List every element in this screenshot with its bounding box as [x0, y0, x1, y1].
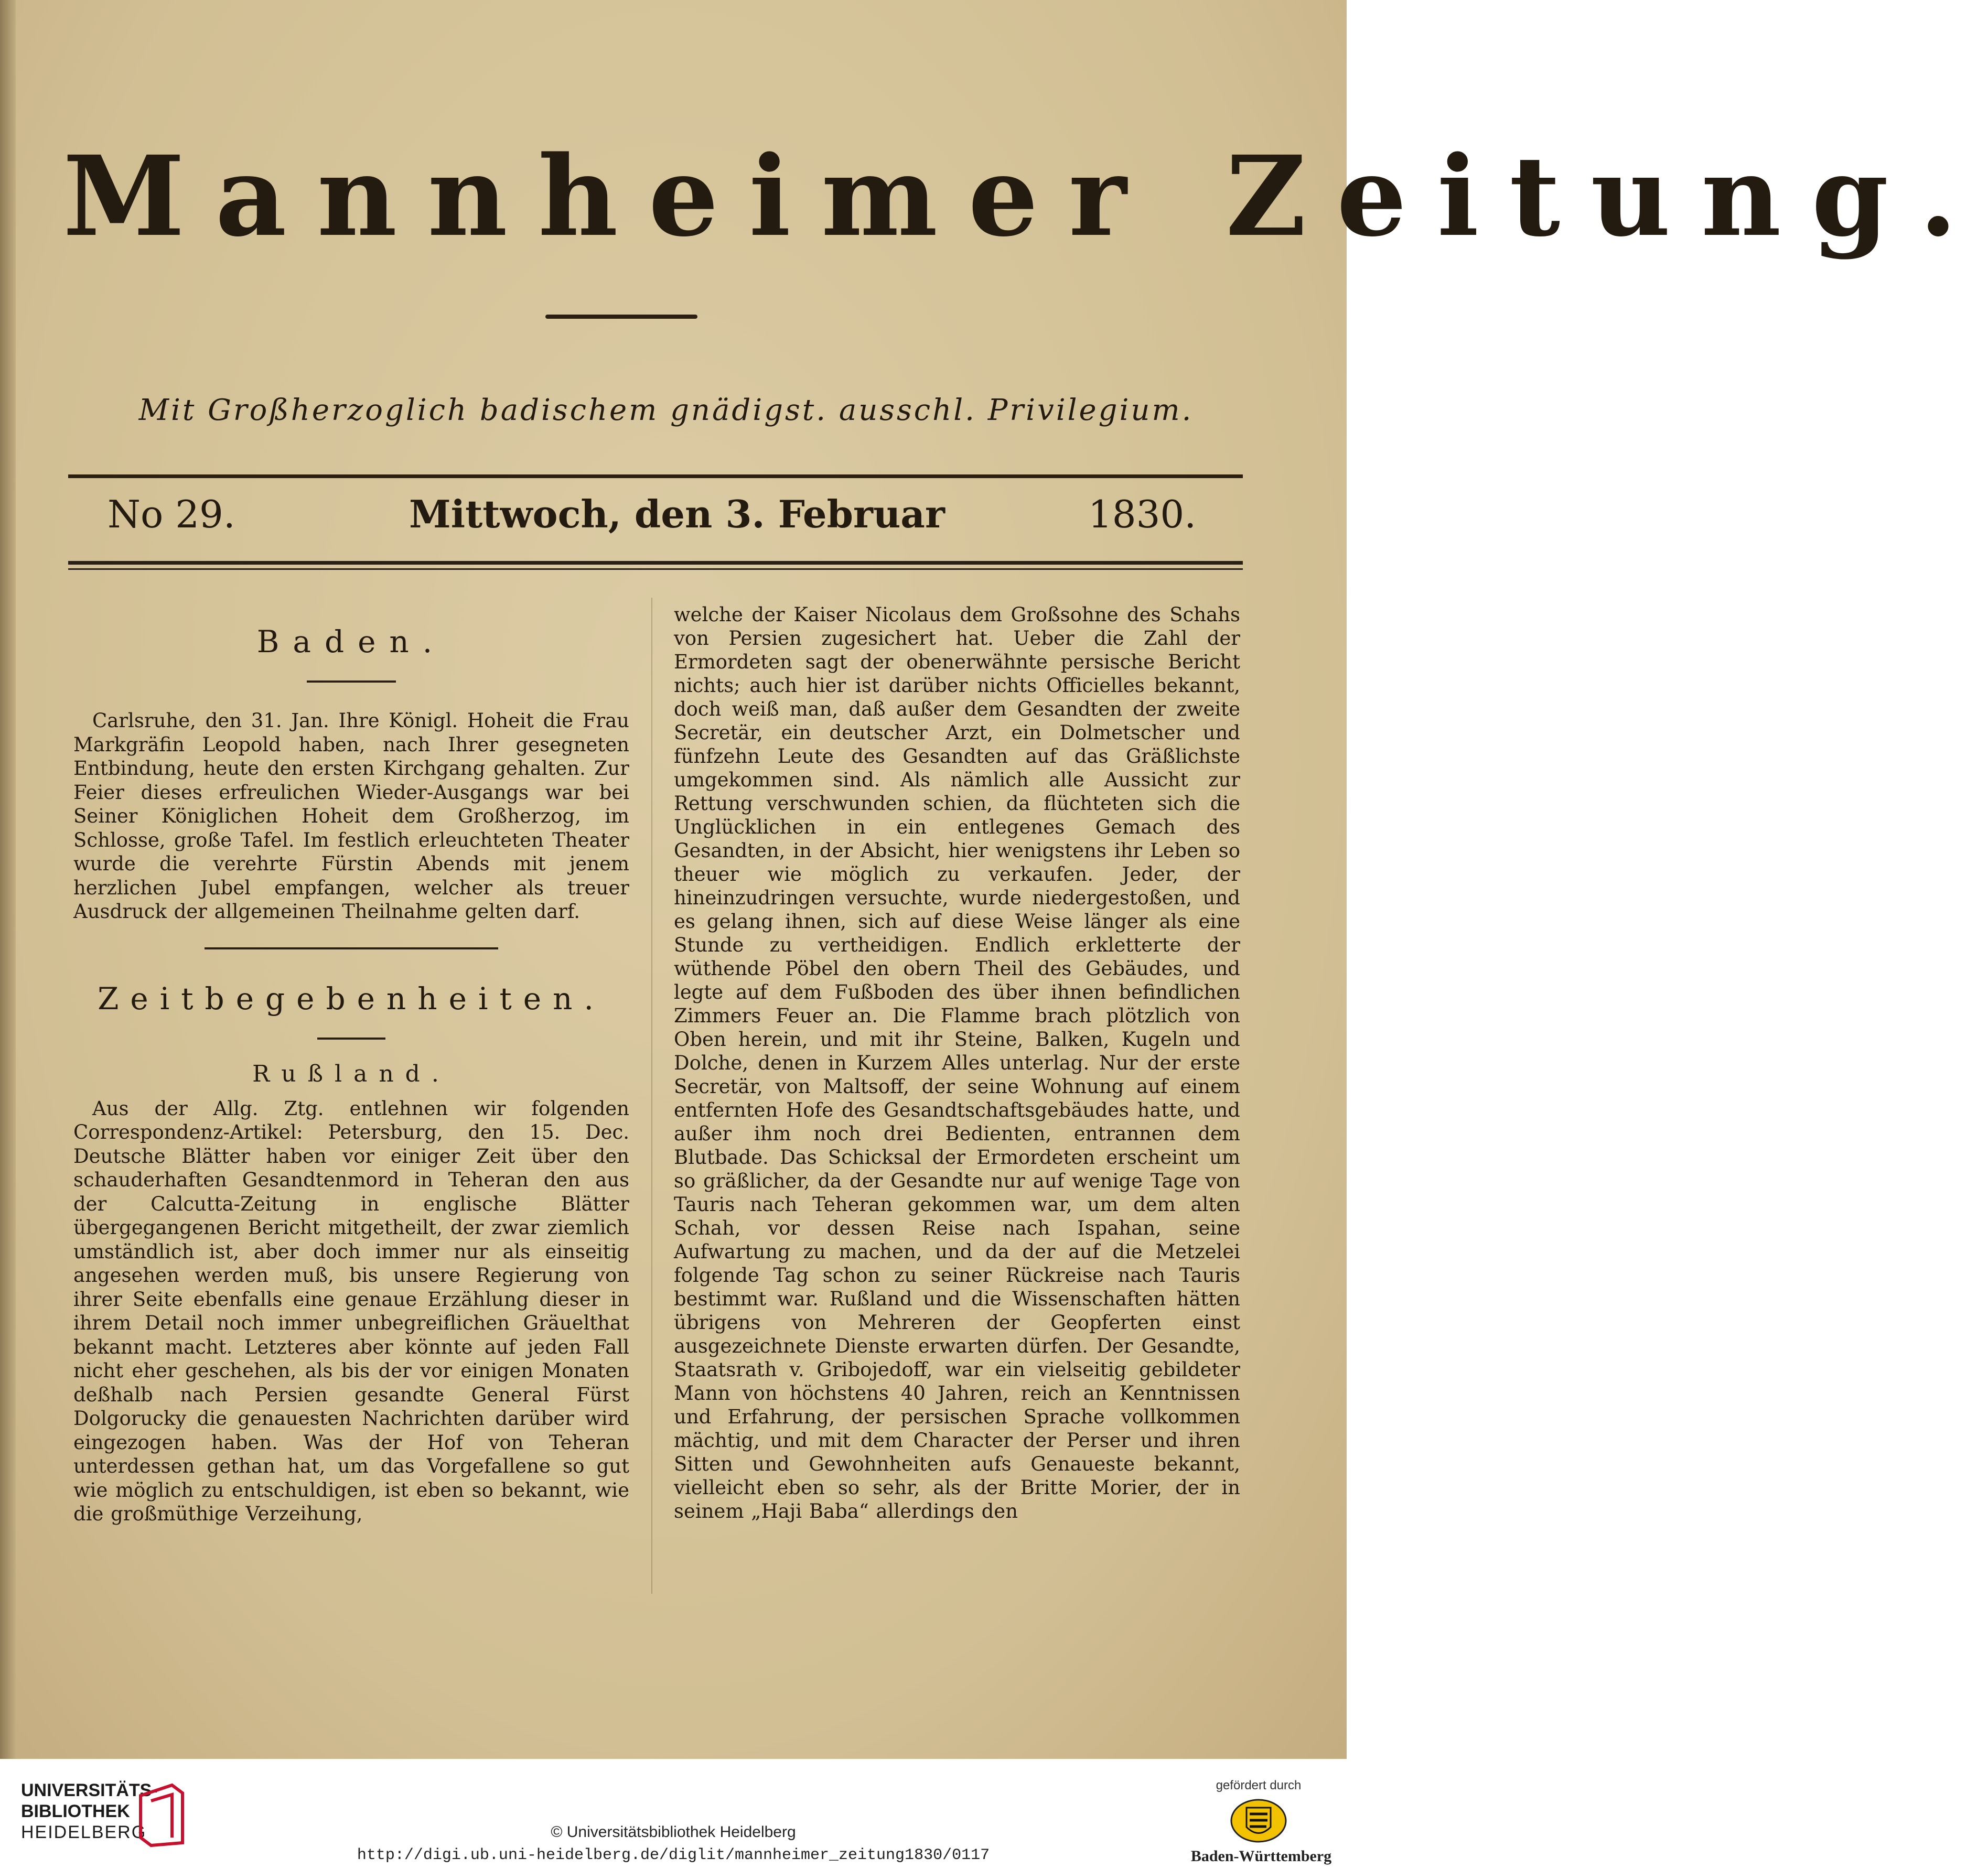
privilege-line: Mit Großherzoglich badischem gnädigst. ausschl. Privilegium.	[138, 393, 1194, 427]
section-rule	[307, 680, 396, 683]
right-column	[674, 603, 1240, 1523]
left-column	[73, 603, 629, 1526]
dateline-bottom-rule-thin	[68, 568, 1243, 570]
dateline-top-rule	[68, 474, 1243, 478]
issue-year: 1830.	[1088, 492, 1197, 536]
dateline-bottom-rule	[68, 561, 1243, 565]
logo-text-line2: BIBLIOTHEK	[21, 1801, 130, 1821]
section-title-baden: Baden.	[256, 624, 446, 660]
funder-name: Baden-Württemberg	[1190, 1848, 1332, 1865]
section-rule	[317, 1038, 385, 1040]
section-separator	[205, 947, 498, 949]
article-carlsruhe: Carlsruhe, den 31. Jan. Ihre Königl. Hoheit die Frau Markgräfin Leopold haben, nach Ihrer gesegneten Entbindung, heute den ersten Kirchgang gehalten. Zur Feier dieses erfreulichen Wieder-Ausgangs war bei Seiner Königlichen Hoheit dem Großherzog, im Schlosse, große Tafel. Im festlich erleuchteten Theater wurde die verehrte Fürstin Abends mit jenem herzlichen Jubel empfangen, welcher als treuer Ausdruck der allgemeinen Theilnahme gelten darf.	[73, 709, 629, 923]
masthead-title: Mannheimer Zeitung.	[63, 132, 1988, 261]
binding-edge	[0, 0, 16, 1759]
issue-date: Mittwoch, den 3. Februar	[409, 492, 945, 536]
coat-of-arms-icon	[1230, 1798, 1287, 1843]
issue-number: No 29.	[108, 492, 235, 536]
article-russland-continued: welche der Kaiser Nicolaus dem Großsohne des Schahs von Persien zugesichert hat. Ueber die Zahl der Ermordeten sagt der obenerwähnte persische Bericht nichts; auch hier ist darüber nichts Officielles bekannt, doch weiß man, daß außer dem Gesandten der zweite Secretär, ein deutscher Arzt, ein Dolmetscher und fünfzehn Leute des Gesandten auf das Gräßlichste umgekommen sind. Als nämlich alle Aussicht zur Rettung verschwunden schien, da flüchteten sich die Unglücklichen in ein entlegenes Gemach des Gesandten, in der Absicht, hier wenigstens ihr Leben so theuer wie möglich zu verkaufen. Jeder, der hineinzudringen versuchte, wurde niedergestoßen, und es gelang ihnen, sich auf diese Weise länger als eine Stunde zu vertheidigen. Endlich erkletterte der wüthende Pöbel den obern Theil des Gebäudes, und legte auf dem Fußboden des über ihnen befindlichen Zimmers Feuer an. Die Flamme brach plötzlich von Oben herein, und mit ihr Steine, Balken, Kugeln und Dolche, denen in Kurzem Alles unterlag. Nur der erste Secretär, von Maltsoff, der seine Wohnung auf einem entfernten Hofe des Gesandtschaftsgebäudes hatte, und außer ihm noch drei Bedienten, entrannen dem Blutbade. Das Schicksal der Ermordeten erscheint um so gräßlicher, da der Gesandte nur auf wenige Tage von Tauris nach Teheran gekommen war, um dem alten Schah, vor dessen Reise nach Ispahan, seine Aufwartung zu machen, und da der auf die Metzelei folgende Tag schon zu seiner Rückreise nach Tauris bestimmt war. Rußland und die Wissenschaften hätten übrigens von Mehreren der Geopferten einst ausgezeichnete Dienste erwarten dürfen. Der Gesandte, Staatsrath v. Gribojedoff, war ein vielseitig gebildeter Mann von höchstens 40 Jahren, reich an Kenntnissen und Erfahrung, der persischen Sprache vollkommen mächtig, und mit dem Character der Perser und ihren Sitten und Gewohnheiten aufs Genaueste bekannt, vielleicht eben so sehr, als der Britte Morier, der in seinem „Haji Baba“ allerdings den	[674, 603, 1240, 1522]
logo-text-line1: UNIVERSITÄTS-	[21, 1780, 158, 1800]
source-url[interactable]: http://digi.ub.uni-heidelberg.de/diglit/mannheimer_zeitung1830/0117	[357, 1846, 990, 1864]
copyright-notice: © Universitätsbibliothek Heidelberg	[551, 1823, 796, 1841]
column-divider	[651, 598, 652, 1594]
section-title-zeitbegebenheiten: Zeitbegebenheiten.	[98, 980, 605, 1017]
article-russland: Aus der Allg. Ztg. entlehnen wir folgenden Correspondenz-Artikel: Petersburg, den 15. Dec. Deutsche Blätter haben vor einiger Zeit über den schauderhaften Gesandtenmord in Teheran den aus der Calcutta-Zeitung in englische Blätter übergegangenen Bericht mitgetheilt, der zwar ziemlich umständlich ist, aber doch immer nur als einseitig angesehen werden muß, bis unsere Regierung von ihrer Seite ebenfalls eine genaue Erzählung dieser in ihrem Detail noch immer unbegreiflichen Gräuelthat bekannt macht. Letzteres aber könnte auf jeden Fall nicht eher geschehen, als bis der vor einigen Monaten deßhalb nach Persien gesandte General Fürst Dolgorucky die genauesten Nachrichten darüber wird eingezogen haben. Was der Hof von Teheran unterdessen gethan hat, um das Vorgefallene so gut wie möglich zu entschuldigen, ist eben so bekannt, wie die großmüthige Verzeihung,	[73, 1097, 629, 1525]
masthead-rule	[545, 315, 697, 319]
subsection-title-russland: Rußland.	[252, 1060, 450, 1087]
funded-by-label: gefördert durch	[1216, 1778, 1302, 1792]
logo-text-line3: HEIDELBERG	[21, 1822, 147, 1842]
